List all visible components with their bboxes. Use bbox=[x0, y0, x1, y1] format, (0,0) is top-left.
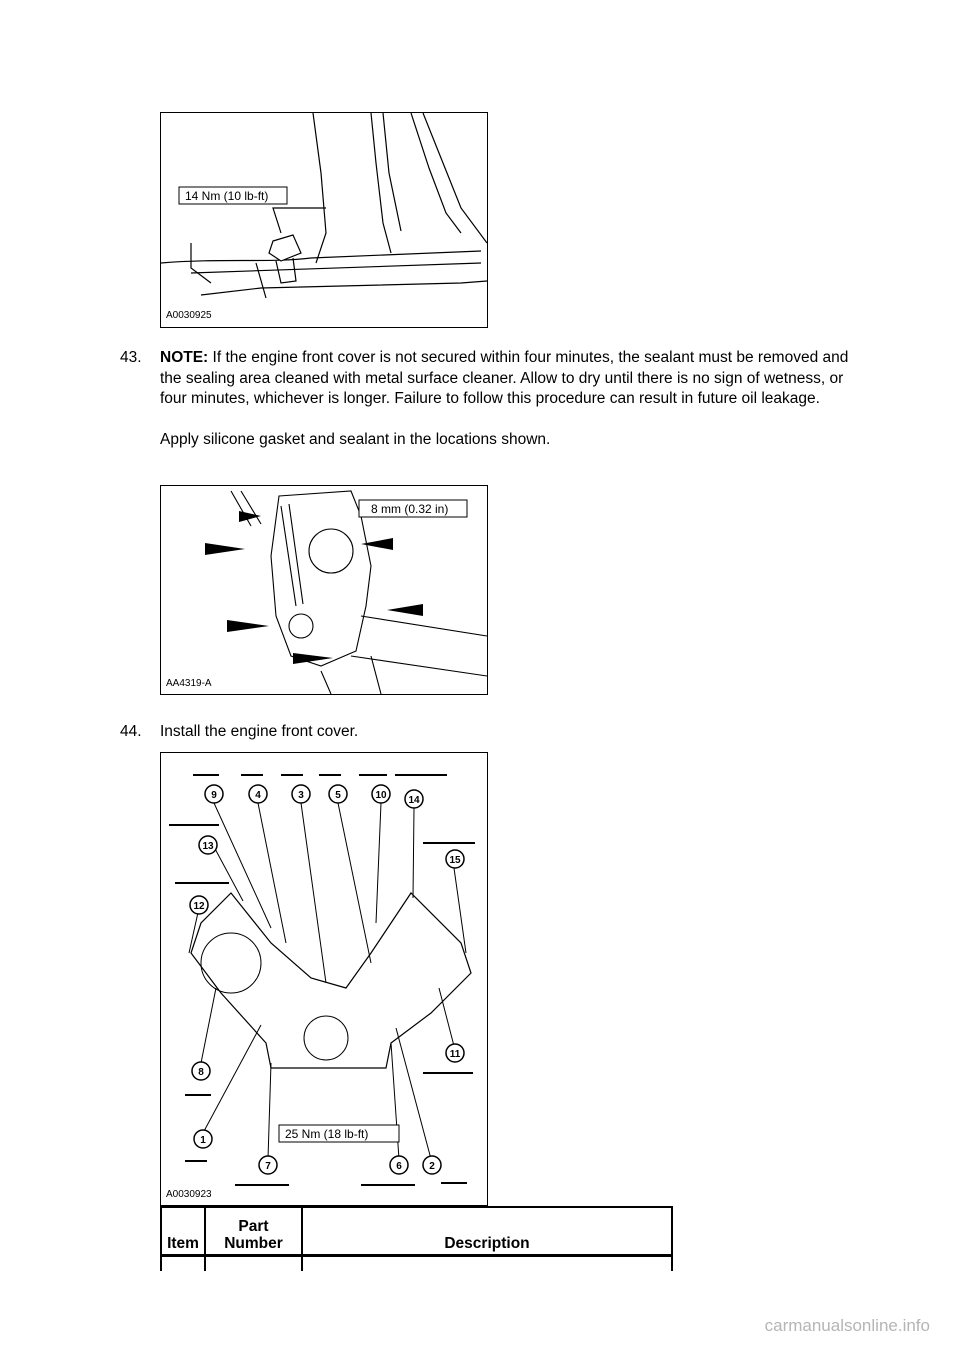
step-body bbox=[160, 348, 860, 450]
bolt-label: 13 bbox=[202, 841, 214, 852]
sealant-illustration bbox=[161, 486, 487, 694]
note-text: If the engine front cover is not secured within four minutes, the sealant must be removed and the sealing area cleaned with metal surface cleaner. Allow to dry until there is no sign of wetness, or four minutes, whichever is longer. Failure to follow this procedure can result in future oil leakage. bbox=[160, 349, 849, 407]
bolt-label: 9 bbox=[211, 790, 217, 801]
bolt-label: 6 bbox=[396, 1161, 402, 1172]
step-instruction: Apply silicone gasket and sealant in the locations shown. bbox=[160, 430, 551, 448]
bolt-label: 1 bbox=[200, 1135, 206, 1146]
figure-front-cover-bolts bbox=[160, 752, 488, 1206]
figure-sealant-locations bbox=[160, 485, 488, 695]
bolt-label: 12 bbox=[193, 901, 205, 912]
gap-callout: 8 mm (0.32 in) bbox=[371, 502, 449, 516]
header-part-number-line1: Part bbox=[238, 1218, 269, 1235]
table-cell bbox=[205, 1256, 302, 1272]
step-instruction: Install the engine front cover. bbox=[160, 723, 359, 740]
figure-oil-pan-drain-plug bbox=[160, 112, 488, 328]
bolt-label: 14 bbox=[408, 795, 420, 806]
torque-callout: 14 Nm (10 lb-ft) bbox=[185, 189, 269, 203]
table-row bbox=[161, 1256, 672, 1272]
oil-pan-illustration bbox=[161, 113, 487, 327]
bolt-icons bbox=[169, 775, 475, 1185]
note-paragraph bbox=[160, 348, 860, 410]
bolt-label: 7 bbox=[265, 1161, 271, 1172]
bolt-label: 15 bbox=[449, 855, 461, 866]
watermark[interactable]: carmanualsonline.info bbox=[764, 1316, 930, 1335]
parts-table bbox=[160, 1206, 673, 1271]
header-part-number bbox=[205, 1207, 302, 1256]
note-label: NOTE: bbox=[160, 349, 209, 366]
table-cell bbox=[302, 1256, 672, 1272]
bolt-label: 10 bbox=[375, 790, 387, 801]
step-number: 44. bbox=[120, 723, 142, 740]
header-item: Item bbox=[161, 1207, 205, 1256]
figure-code: A0030925 bbox=[166, 310, 212, 321]
figure-code: AA4319-A bbox=[166, 678, 212, 689]
bolt-label: 2 bbox=[429, 1161, 435, 1172]
bolt-label: 4 bbox=[255, 790, 261, 801]
header-description: Description bbox=[302, 1207, 672, 1256]
torque-callout: 25 Nm (18 lb-ft) bbox=[285, 1127, 369, 1141]
bolt-label: 11 bbox=[449, 1049, 461, 1060]
table-header-row bbox=[161, 1207, 672, 1256]
front-cover-illustration bbox=[161, 753, 487, 1205]
header-part-number-line2: Number bbox=[224, 1235, 283, 1252]
bolt-leaders bbox=[189, 803, 466, 1159]
bolt-label: 5 bbox=[335, 790, 341, 801]
step-number: 43. bbox=[120, 349, 142, 366]
figure-code: A0030923 bbox=[166, 1189, 212, 1200]
bolt-label: 8 bbox=[198, 1067, 204, 1078]
bolt-label: 3 bbox=[298, 790, 304, 801]
table-cell bbox=[161, 1256, 205, 1272]
